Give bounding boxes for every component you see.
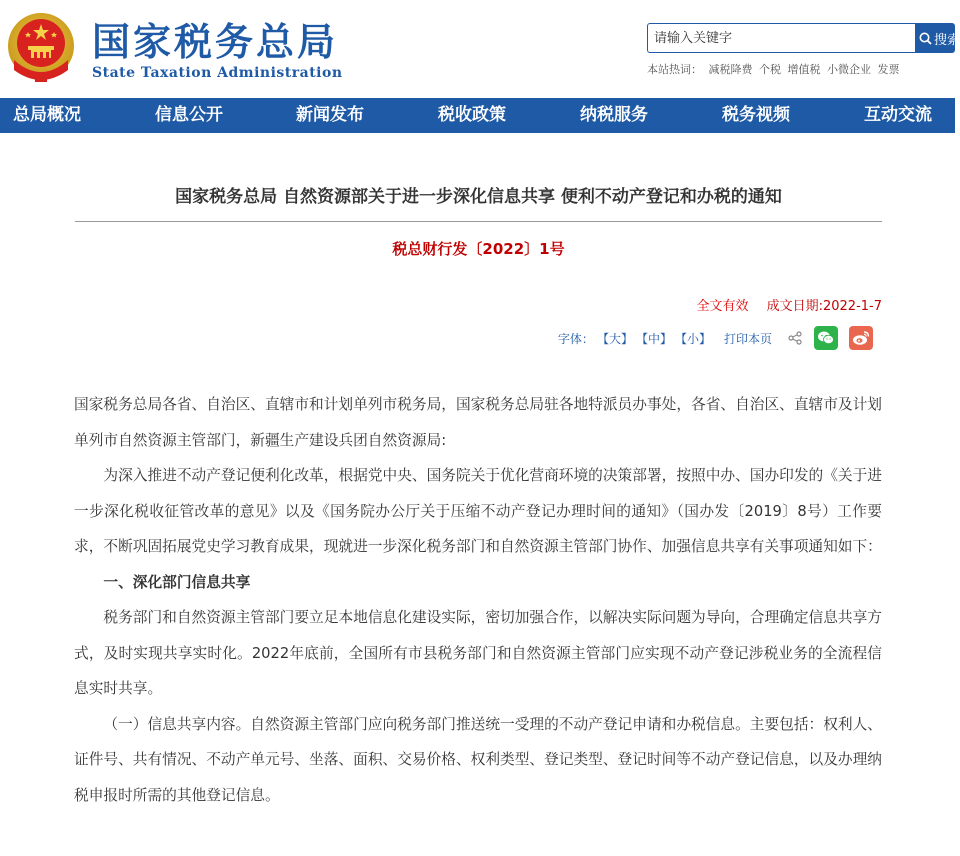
article-meta [696, 295, 882, 314]
search-button[interactable] [915, 23, 960, 53]
hot-word-link[interactable]: 减税降费 [708, 63, 753, 76]
hot-word-link[interactable]: 发票 [877, 63, 900, 76]
hot-word-link[interactable]: 增值税 [787, 63, 821, 76]
hot-words-label: 本站热词： [647, 63, 702, 76]
article-title: 国家税务总局 自然资源部关于进一步深化信息共享 便利不动产登记和办税的通知 [175, 187, 782, 207]
print-page-link[interactable]: 打印本页 [723, 331, 772, 346]
nav-item-news[interactable]: 新闻发布 [296, 105, 364, 125]
font-size-medium-link[interactable]: 【中】 [635, 331, 672, 346]
article-paragraph: 税务部门和自然资源主管部门要立足本地信息化建设实际，密切加强合作，以解决实际问题为导向，合理确定信息共享方式，及时实现共享实时化。2022年底前，全国所有市县税务部门和自然资源主管部门应实现不动产登记涉税业务的全流程信息实时共享。 [74, 609, 882, 697]
font-size-label: 字体： [557, 331, 594, 346]
article-paragraph: 为深入推进不动产登记便利化改革，根据党中央、国务院关于优化营商环境的决策部署，按照中办、国办印发的《关于进一步深化税收征管改革的意见》以及《国务院办公厅关于压缩不动产登记办理时间的通知》（国办发〔2019〕8号）工作要求，不断巩固拓展党史学习教育成果，现就进一步深化税务部门和自然资源主管部门协作、加强信息共享有关事项通知如下： [74, 467, 882, 555]
font-size-small-link[interactable]: 【小】 [674, 331, 711, 346]
nav-item-tax-policy[interactable]: 税收政策 [438, 105, 506, 125]
nav-item-taxpayer-service[interactable]: 纳税服务 [580, 105, 648, 125]
hot-words [647, 61, 903, 77]
validity-status: 全文有效 [696, 299, 749, 314]
article-tools [558, 324, 873, 352]
share-icon[interactable] [788, 331, 802, 345]
article-paragraph-salutation: 国家税务总局各省、自治区、直辖市和计划单列市税务局，国家税务总局驻各地特派员办事处，各省、自治区、直辖市及计划单列市自然资源主管部门，新疆生产建设兵团自然资源局: [74, 396, 882, 449]
document-number: 税总财行发〔2022〕1号 [392, 240, 565, 258]
main-nav [0, 98, 955, 133]
national-emblem-icon[interactable] [6, 12, 76, 84]
article-body [74, 387, 882, 813]
hot-word-link[interactable]: 小微企业 [827, 63, 871, 76]
search-box [647, 23, 917, 53]
search-icon [919, 32, 932, 45]
search-button-label: 搜索 [934, 32, 960, 48]
font-size-large-link[interactable]: 【大】 [596, 331, 633, 346]
search-input[interactable] [648, 24, 917, 52]
hot-word-link[interactable]: 个税 [759, 63, 781, 76]
weibo-share-icon[interactable] [849, 326, 873, 350]
wechat-share-icon[interactable] [814, 326, 838, 350]
nav-item-interaction[interactable]: 互动交流 [864, 105, 932, 125]
site-title[interactable]: 国家税务总局 [92, 20, 339, 64]
article-paragraph: （一）信息共享内容。自然资源主管部门应向税务部门推送统一受理的不动产登记申请和办税信息。主要包括：权利人、证件号、共有情况、不动产单元号、坐落、面积、交易价格、权利类型、登记类型、登记时间等不动产登记信息，以及办理纳税申报时所需的其他登记信息。 [74, 715, 882, 804]
publish-date: 成文日期:2022-1-7 [766, 299, 882, 314]
nav-item-info-disclosure[interactable]: 信息公开 [155, 105, 223, 125]
site-subtitle-en: State Taxation Administration [92, 65, 343, 81]
nav-item-overview[interactable]: 总局概况 [13, 105, 81, 125]
title-divider [75, 221, 882, 222]
nav-item-tax-video[interactable]: 税务视频 [722, 105, 790, 125]
section-heading: 一、深化部门信息共享 [103, 573, 251, 591]
site-header [0, 0, 960, 98]
